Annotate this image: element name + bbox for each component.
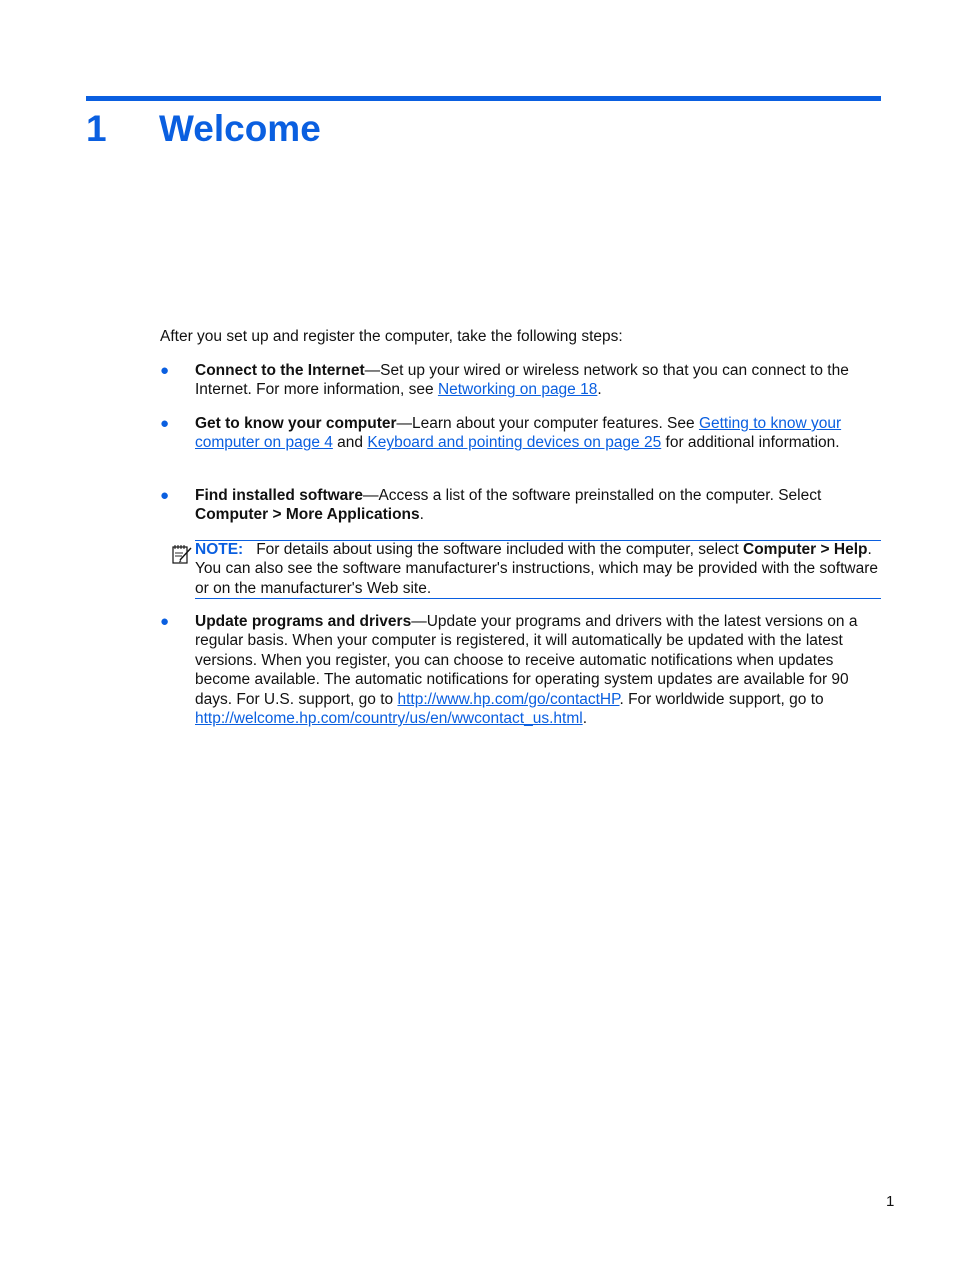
bullet-icon: ● — [160, 613, 170, 630]
networking-link[interactable]: Networking on page 18 — [437, 381, 598, 399]
keyboard-pointing-link[interactable]: Keyboard and pointing devices on page 25 — [367, 434, 662, 452]
item-heading: Connect to the Internet — [195, 362, 365, 379]
item-text: —Learn about your computer features. See — [396, 415, 699, 432]
list-item-content — [195, 361, 883, 400]
getting-to-know-link[interactable]: Getting to know your computer on page 4 — [195, 415, 842, 452]
note-text — [195, 540, 881, 598]
bullet-icon: ● — [160, 487, 170, 504]
list-item-content — [195, 414, 883, 453]
item-text: —Update your programs and drivers with the latest versions on a regular basis. When your computer is registered, it will automatically be updated with the latest versions. When you register, you can choose to receive automatic notifications when updates become available. The automatic notifications for operating system updates are available for 90 days. For U.S. support, go to — [195, 613, 858, 708]
chapter-rule — [86, 96, 881, 101]
item-text: . For worldwide support, go to — [619, 690, 824, 708]
item-text: . — [582, 710, 587, 728]
menu-path: Computer > Help — [743, 541, 868, 558]
note-box — [160, 540, 882, 599]
list-item-content — [195, 486, 883, 525]
item-text: for additional information. — [661, 434, 840, 452]
item-text: and — [332, 434, 368, 452]
intro-paragraph: After you set up and register the computer, take the following steps: — [160, 328, 623, 345]
item-heading: Get to know your computer — [195, 415, 397, 432]
note-body: For details about using the software included with the computer, select — [256, 541, 744, 558]
note-divider-bottom — [195, 598, 881, 599]
note-label: NOTE: — [195, 541, 244, 558]
item-heading: Find installed software — [195, 487, 363, 504]
chapter-number: 1 — [86, 108, 107, 149]
list-item-content — [195, 612, 883, 728]
chapter-title: Welcome — [159, 108, 321, 149]
item-text: . — [419, 506, 424, 524]
page-number: 1 — [886, 1193, 895, 1210]
menu-path: Computer > More Applications — [195, 506, 420, 524]
us-support-link[interactable]: http://www.hp.com/go/contactHP — [397, 690, 620, 708]
note-body: . You can also see the software manufacturer's instructions, which may be provided with the software or on the manufacturer's Web site. — [195, 541, 879, 597]
item-text: —Access a list of the software preinstalled on the computer. Select — [362, 487, 822, 504]
bullet-icon: ● — [160, 415, 170, 432]
note-pad-icon — [171, 543, 193, 565]
item-text: . — [597, 381, 602, 399]
worldwide-support-link[interactable]: http://welcome.hp.com/country/us/en/wwcontact_us.html — [195, 710, 583, 728]
bullet-icon: ● — [160, 362, 170, 379]
item-text: —Set up your wired or wireless network so that you can connect to the Internet. For more information, see — [195, 362, 849, 399]
item-heading: Update programs and drivers — [195, 613, 412, 630]
